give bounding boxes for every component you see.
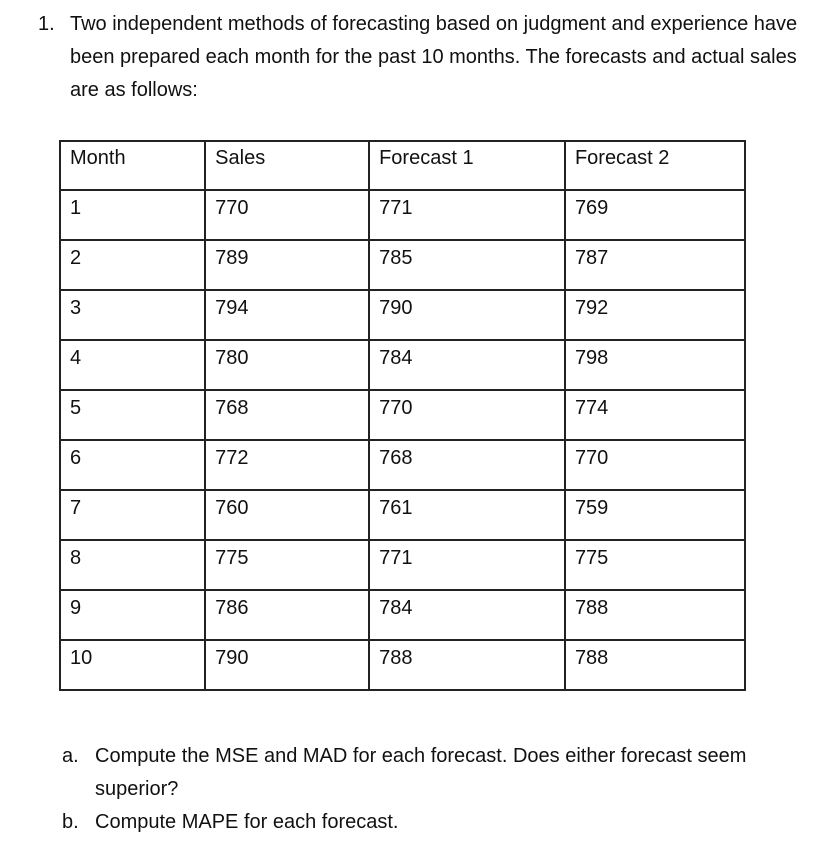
header-forecast-2: Forecast 2 (565, 141, 745, 190)
cell-month: 10 (60, 640, 205, 690)
question-number: 1. (38, 13, 55, 35)
header-forecast-1: Forecast 1 (369, 141, 565, 190)
table-header-row (60, 141, 745, 190)
cell-forecast-2: 798 (565, 340, 745, 390)
table-row (60, 640, 745, 690)
cell-sales: 768 (205, 390, 369, 440)
cell-month: 6 (60, 440, 205, 490)
cell-forecast-1: 770 (369, 390, 565, 440)
part-b-text: Compute MAPE for each forecast. (95, 811, 399, 833)
table-row (60, 590, 745, 640)
cell-forecast-1: 785 (369, 240, 565, 290)
cell-forecast-2: 769 (565, 190, 745, 240)
cell-month: 7 (60, 490, 205, 540)
question-text: Two independent methods of forecasting based on judgment and experience have been prepared each month for the past 10 months. The forecasts and actual sales are as follows: (70, 13, 798, 101)
cell-forecast-2: 788 (565, 590, 745, 640)
cell-forecast-1: 790 (369, 290, 565, 340)
cell-month: 4 (60, 340, 205, 390)
question-parts (62, 740, 802, 839)
cell-forecast-1: 788 (369, 640, 565, 690)
table-row (60, 540, 745, 590)
cell-forecast-1: 771 (369, 190, 565, 240)
cell-forecast-2: 788 (565, 640, 745, 690)
cell-sales: 790 (205, 640, 369, 690)
part-b-label: b. (62, 811, 79, 833)
part-a-label: a. (62, 745, 79, 767)
forecast-table (59, 140, 746, 691)
cell-sales: 786 (205, 590, 369, 640)
cell-sales: 789 (205, 240, 369, 290)
cell-sales: 772 (205, 440, 369, 490)
cell-forecast-2: 775 (565, 540, 745, 590)
cell-sales: 780 (205, 340, 369, 390)
table-row (60, 240, 745, 290)
cell-sales: 794 (205, 290, 369, 340)
cell-forecast-1: 784 (369, 590, 565, 640)
cell-forecast-1: 784 (369, 340, 565, 390)
cell-month: 3 (60, 290, 205, 340)
table-row (60, 390, 745, 440)
cell-forecast-2: 759 (565, 490, 745, 540)
header-month: Month (60, 141, 205, 190)
cell-sales: 760 (205, 490, 369, 540)
cell-forecast-1: 771 (369, 540, 565, 590)
part-b (62, 806, 802, 839)
cell-forecast-2: 792 (565, 290, 745, 340)
cell-sales: 770 (205, 190, 369, 240)
table-row (60, 440, 745, 490)
cell-forecast-2: 770 (565, 440, 745, 490)
cell-forecast-2: 774 (565, 390, 745, 440)
cell-forecast-1: 768 (369, 440, 565, 490)
part-a-text: Compute the MSE and MAD for each forecast. Does either forecast seem superior? (95, 745, 747, 800)
cell-month: 9 (60, 590, 205, 640)
cell-forecast-2: 787 (565, 240, 745, 290)
cell-month: 8 (60, 540, 205, 590)
question-1 (38, 8, 798, 107)
table-row (60, 490, 745, 540)
cell-month: 2 (60, 240, 205, 290)
table-row (60, 290, 745, 340)
table-row (60, 190, 745, 240)
cell-month: 5 (60, 390, 205, 440)
table-row (60, 340, 745, 390)
cell-forecast-1: 761 (369, 490, 565, 540)
cell-sales: 775 (205, 540, 369, 590)
header-sales: Sales (205, 141, 369, 190)
part-a (62, 740, 802, 806)
cell-month: 1 (60, 190, 205, 240)
